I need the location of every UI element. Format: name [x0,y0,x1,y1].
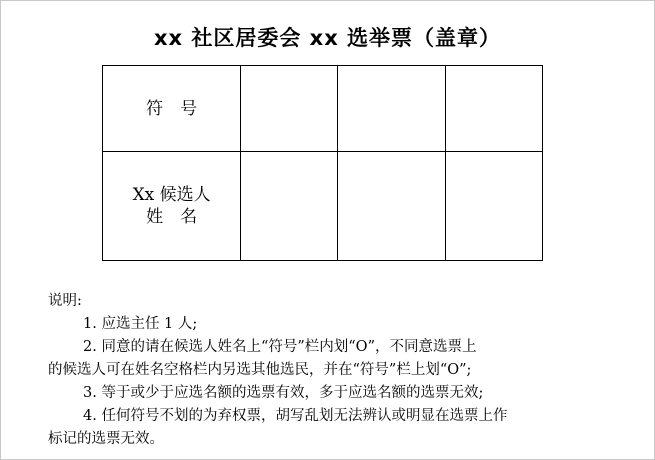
symbol-row [103,66,543,152]
symbol-label-text: 符 号 [146,98,198,119]
candidate-label-line2: 姓 名 [146,207,198,228]
candidate-name-cell-1[interactable] [241,152,337,261]
symbol-cell-1[interactable] [241,66,337,152]
instruction-item-1: 1. 应选主任 1 人; [83,316,198,332]
instruction-item-2-line1: 2. 同意的请在候选人姓名上“符号”栏内划“O”，不同意选票上 [83,339,477,355]
candidate-name-row [103,152,543,261]
symbol-cell-2[interactable] [337,66,445,152]
symbol-cell-3[interactable] [445,66,542,152]
candidate-name-row-label [103,152,241,261]
instruction-item-2-line2: 的候选人可在姓名空格栏内另选其他选民，并在“符号”栏上划“O”; [48,362,472,378]
instructions [48,290,623,451]
ballot-table [102,65,543,261]
instructions-heading: 说明: [48,293,82,309]
candidate-name-cell-3[interactable] [445,152,542,261]
candidate-name-cell-2[interactable] [337,152,445,261]
instruction-item-4-line2: 标记的选票无效。 [48,431,164,447]
ballot-title: xx 社区居委会 xx 选举票（盖章） [153,26,502,50]
instruction-item-3: 3. 等于或少于应选名额的选票有效，多于应选名额的选票无效; [83,385,484,401]
symbol-row-label [103,66,241,152]
instruction-item-4-line1: 4. 任何符号不划的为弃权票，胡写乱划无法辨认或明显在选票上作 [83,408,508,424]
candidate-label-line1: Xx 候选人 [132,185,211,206]
